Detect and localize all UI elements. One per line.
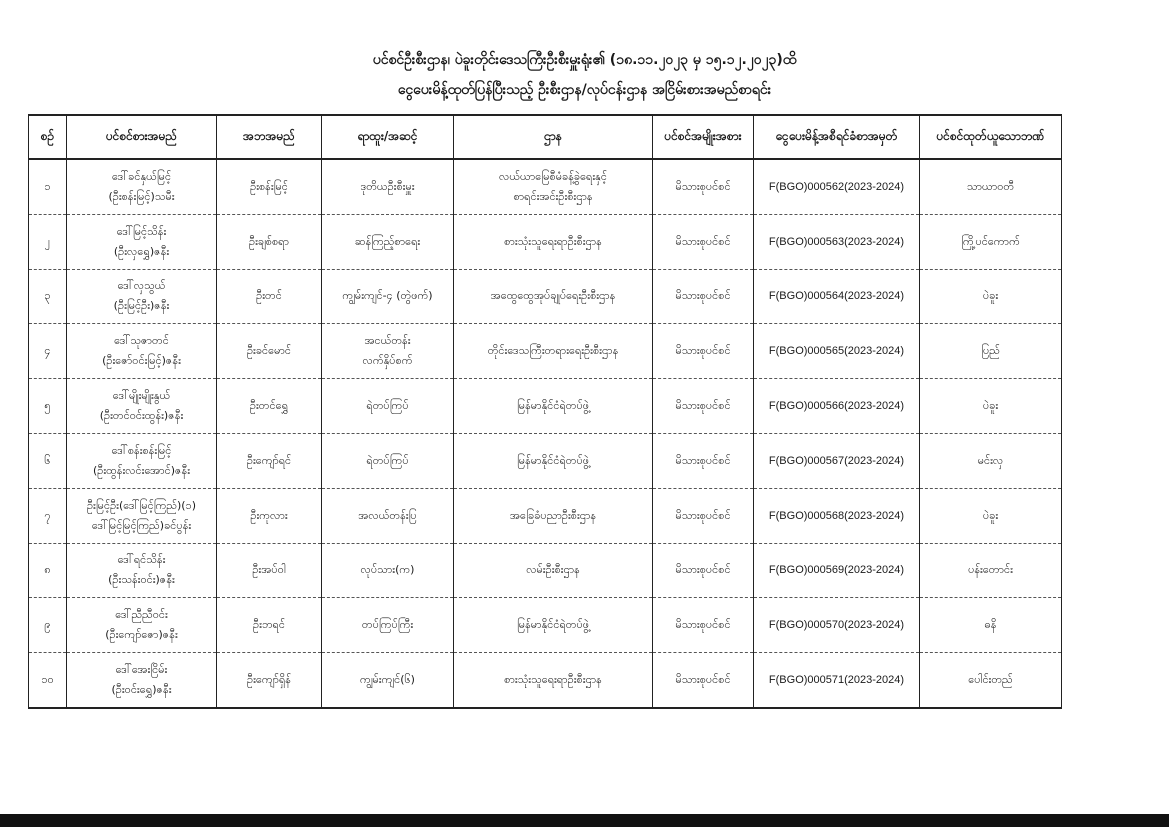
- registration-number: F(BGO)000570(2023-2024): [754, 598, 920, 653]
- position: အငယ်တန်း လက်နှိပ်စက်: [322, 324, 454, 379]
- father-name: ဦးဘရင်: [217, 598, 322, 653]
- column-header: အဘအမည်: [217, 115, 322, 159]
- father-name: ဦးချစ်စရာ: [217, 214, 322, 269]
- license-type: မိသားစုပင်စင်: [653, 488, 754, 543]
- table-row: [29, 488, 1062, 543]
- registration-number: F(BGO)000571(2023-2024): [754, 653, 920, 708]
- position: ဆန်ကြည့်စာရေး: [322, 214, 454, 269]
- father-name: ဦးကုလား: [217, 488, 322, 543]
- licensee-name: ဒေါ်ရင်သိန်း (ဦးသန်းဝင်း)ဇနီး: [67, 543, 217, 598]
- licensee-name: ဒေါ်မြင့်သိန်း (ဦးလှရွှေ)ဇနီး: [67, 214, 217, 269]
- department: လယ်ယာမြေစီမံခန့်ခွဲရေးနှင့် စာရင်းအင်းဦးစီးဌာန: [454, 159, 653, 214]
- row-number: ၆: [29, 433, 67, 488]
- issued-location: ပဲခူး: [920, 269, 1062, 324]
- column-header: ရာထူး/အဆင့်: [322, 115, 454, 159]
- issued-location: သာယာဝတီ: [920, 159, 1062, 214]
- row-number: ၁: [29, 159, 67, 214]
- position: တပ်ကြပ်ကြီး: [322, 598, 454, 653]
- department: အထွေထွေအုပ်ချုပ်ရေးဦးစီးဌာန: [454, 269, 653, 324]
- document-subtitle: ငွေပေးမိန့်ထုတ်ပြန်ပြီးသည့် ဦးစီးဌာန/လုပ်ငန်းဌာန အငြိမ်းစားအမည်စာရင်း: [397, 82, 772, 98]
- issued-location: ဓနိ: [920, 598, 1062, 653]
- licensee-name: ဒေါ်သုဇာတင် (ဦးဇော်ဝင်းမြင့်)ဇနီး: [67, 324, 217, 379]
- row-number: ၄: [29, 324, 67, 379]
- row-number: ၇: [29, 488, 67, 543]
- position: ရဲတပ်ကြပ်: [322, 379, 454, 434]
- licensee-name: ဦးမြင့်ဦး(ဒေါ်မြင့်ကြည်)(၁) ဒေါ်မြင့်မြင့်ကြည်)ခင်ပွန်း: [67, 488, 217, 543]
- table-row: [29, 379, 1062, 434]
- registration-number: F(BGO)000564(2023-2024): [754, 269, 920, 324]
- licensee-name: ဒေါ်ညီညီဝင်း (ဦးကျော်ဇော)ဇနီး: [67, 598, 217, 653]
- license-type: မိသားစုပင်စင်: [653, 324, 754, 379]
- licensee-name: ဒေါ်စန်းစန်းမြင့် (ဦးထွန်းလင်းအောင်)ဇနီး: [67, 433, 217, 488]
- column-header: ဌာန: [454, 115, 653, 159]
- license-type: မိသားစုပင်စင်: [653, 543, 754, 598]
- registration-number: F(BGO)000566(2023-2024): [754, 379, 920, 434]
- registration-number: F(BGO)000568(2023-2024): [754, 488, 920, 543]
- department: စားသုံးသူရေးရာဦးစီးဌာန: [454, 653, 653, 708]
- department: မြန်မာနိုင်ငံရဲတပ်ဖွဲ့: [454, 433, 653, 488]
- license-type: မိသားစုပင်စင်: [653, 598, 754, 653]
- table-row: [29, 214, 1062, 269]
- father-name: ဦးစန်းမြင့်: [217, 159, 322, 214]
- department: မြန်မာနိုင်ငံရဲတပ်ဖွဲ့: [454, 379, 653, 434]
- column-header: ပင်စင်ထုတ်ယူသောဘဏ်: [920, 115, 1062, 159]
- father-name: ဦးတင်ရွှေ: [217, 379, 322, 434]
- row-number: ၈: [29, 543, 67, 598]
- department: အခြေခံပညာဦးစီးဌာန: [454, 488, 653, 543]
- father-name: ဦးခင်မောင်: [217, 324, 322, 379]
- issued-location: ပန်းတောင်း: [920, 543, 1062, 598]
- position: ဒုတိယဦးစီးမှူး: [322, 159, 454, 214]
- scan-bottom-edge: [0, 814, 1169, 827]
- issued-location: ပဲခူး: [920, 379, 1062, 434]
- position: အလယ်တန်းပြ: [322, 488, 454, 543]
- father-name: ဦးတင်: [217, 269, 322, 324]
- row-number: ၅: [29, 379, 67, 434]
- license-type: မိသားစုပင်စင်: [653, 433, 754, 488]
- table-row: [29, 543, 1062, 598]
- row-number: ၃: [29, 269, 67, 324]
- license-type: မိသားစုပင်စင်: [653, 159, 754, 214]
- column-header: ပင်စင်စားအမည်: [67, 115, 217, 159]
- position: ရဲတပ်ကြပ်: [322, 433, 454, 488]
- issued-location: မင်းလှ: [920, 433, 1062, 488]
- registration-number: F(BGO)000567(2023-2024): [754, 433, 920, 488]
- document-title: ပင်စင်ဦးစီးဌာန၊ ပဲခူးတိုင်းဒေသကြီးဦးစီးမှူးရုံး၏ (၁၈.၁၁.၂၀၂၃ မှ ၁၅.၁၂.၂၀၂၃)ထိ: [372, 52, 797, 68]
- row-number: ၁၀: [29, 653, 67, 708]
- table-row: [29, 653, 1062, 708]
- table-row: [29, 159, 1062, 214]
- department: လမ်းဦးစီးဌာန: [454, 543, 653, 598]
- department: စားသုံးသူရေးရာဦးစီးဌာန: [454, 214, 653, 269]
- issued-location: ပေါင်းတည်: [920, 653, 1062, 708]
- column-header: ပင်စင်အမျိုးအစား: [653, 115, 754, 159]
- table-row: [29, 433, 1062, 488]
- row-number: ၉: [29, 598, 67, 653]
- registration-number: F(BGO)000563(2023-2024): [754, 214, 920, 269]
- issued-location: ပဲခူး: [920, 488, 1062, 543]
- column-header: စဉ်: [29, 115, 67, 159]
- row-number: ၂: [29, 214, 67, 269]
- position: ကျွမ်းကျင်-၄ (တွဲဖက်): [322, 269, 454, 324]
- license-type: မိသားစုပင်စင်: [653, 653, 754, 708]
- registration-number: F(BGO)000562(2023-2024): [754, 159, 920, 214]
- department: တိုင်းဒေသကြီးတရားရေးဦးစီးဌာန: [454, 324, 653, 379]
- license-table: [28, 114, 1062, 709]
- issued-location: ကြို့ပင်ကောက်: [920, 214, 1062, 269]
- licensee-name: ဒေါ်ခင်နှယ်မြင့် (ဦးစန်းမြင့်)သမီး: [67, 159, 217, 214]
- father-name: ဦးကျော်ရှိန်: [217, 653, 322, 708]
- department: မြန်မာနိုင်ငံရဲတပ်ဖွဲ့: [454, 598, 653, 653]
- father-name: ဦးကျော်ရင်: [217, 433, 322, 488]
- licensee-name: ဒေါ်မျိုးမျိုးနွယ် (ဦးတင်ဝင်းထွန်း)ဇနီး: [67, 379, 217, 434]
- registration-number: F(BGO)000569(2023-2024): [754, 543, 920, 598]
- issued-location: ပြည်: [920, 324, 1062, 379]
- position: ကျွမ်းကျင်(၆): [322, 653, 454, 708]
- licensee-name: ဒေါ်အေးငြိမ်း (ဦးဝင်းရွှေ)ဇနီး: [67, 653, 217, 708]
- table-header-row: [29, 115, 1062, 159]
- table-row: [29, 324, 1062, 379]
- position: လုပ်သား(က): [322, 543, 454, 598]
- table-row: [29, 269, 1062, 324]
- registration-number: F(BGO)000565(2023-2024): [754, 324, 920, 379]
- license-type: မိသားစုပင်စင်: [653, 269, 754, 324]
- father-name: ဦးအပ်ဝါ: [217, 543, 322, 598]
- table-row: [29, 598, 1062, 653]
- column-header: ငွေပေးမိန့်အစီရင်ခံစာအမှတ်: [754, 115, 920, 159]
- license-type: မိသားစုပင်စင်: [653, 214, 754, 269]
- license-type: မိသားစုပင်စင်: [653, 379, 754, 434]
- licensee-name: ဒေါ်လှသွယ် (ဦးမြင့်ဦး)ဇနီး: [67, 269, 217, 324]
